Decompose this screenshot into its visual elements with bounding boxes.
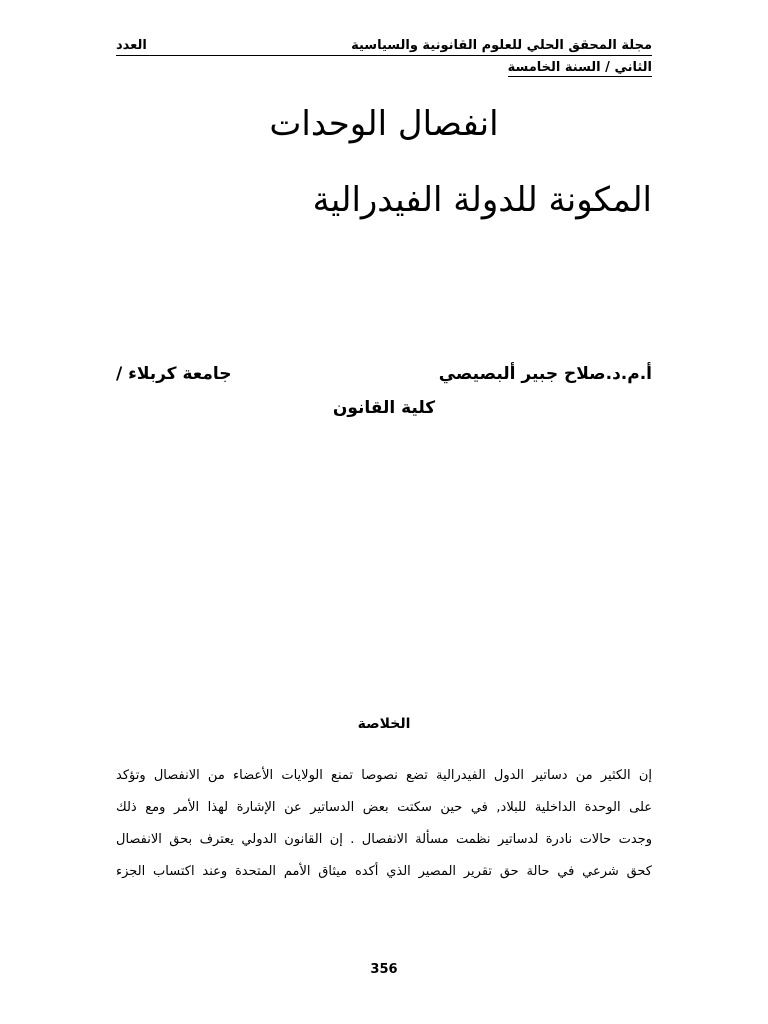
abstract-line: كحق شرعي في حالة حق تقرير المصير الذي أكده ميثاق الأمم المتحدة وعند اكتساب الجزء [116,864,652,879]
issue-detail: الثاني / السنة الخامسة [507,60,652,75]
university-name: جامعة كربلاء / [116,364,232,384]
author-name: أ.م.د.صلاح جبير ألبصيصي [438,364,652,384]
running-header [116,38,652,77]
abstract-heading: الخلاصة [357,716,411,732]
journal-title: مجلة المحقق الحلي للعلوم القانونية والسياسية [351,38,652,53]
article-title-line-1: انفصال الوحدات [269,104,499,144]
faculty-name: كلية القانون [332,398,436,418]
abstract-line: إن الكثير من دساتير الدول الفيدرالية تضع نصوصا تمنع الولايات الأعضاء من الانفصال وتؤكد [116,768,652,783]
abstract-line: وجدت حالات نادرة لدساتير نظمت مسألة الانفصال . إن القانون الدولي يعترف بحق الانفصال [116,832,652,847]
abstract-line: على الوحدة الداخلية للبلاد, في حين سكتت بعض الدساتير عن الإشارة لهذا الأمر ومع ذلك [116,800,652,815]
author-affiliation-row [116,364,652,384]
header-top-line [116,38,652,56]
page-number: 356 [370,962,398,977]
article-title-line-2: المكونة للدولة الفيدرالية [312,180,652,220]
issue-label: العدد [116,38,147,53]
abstract-body [116,760,652,888]
